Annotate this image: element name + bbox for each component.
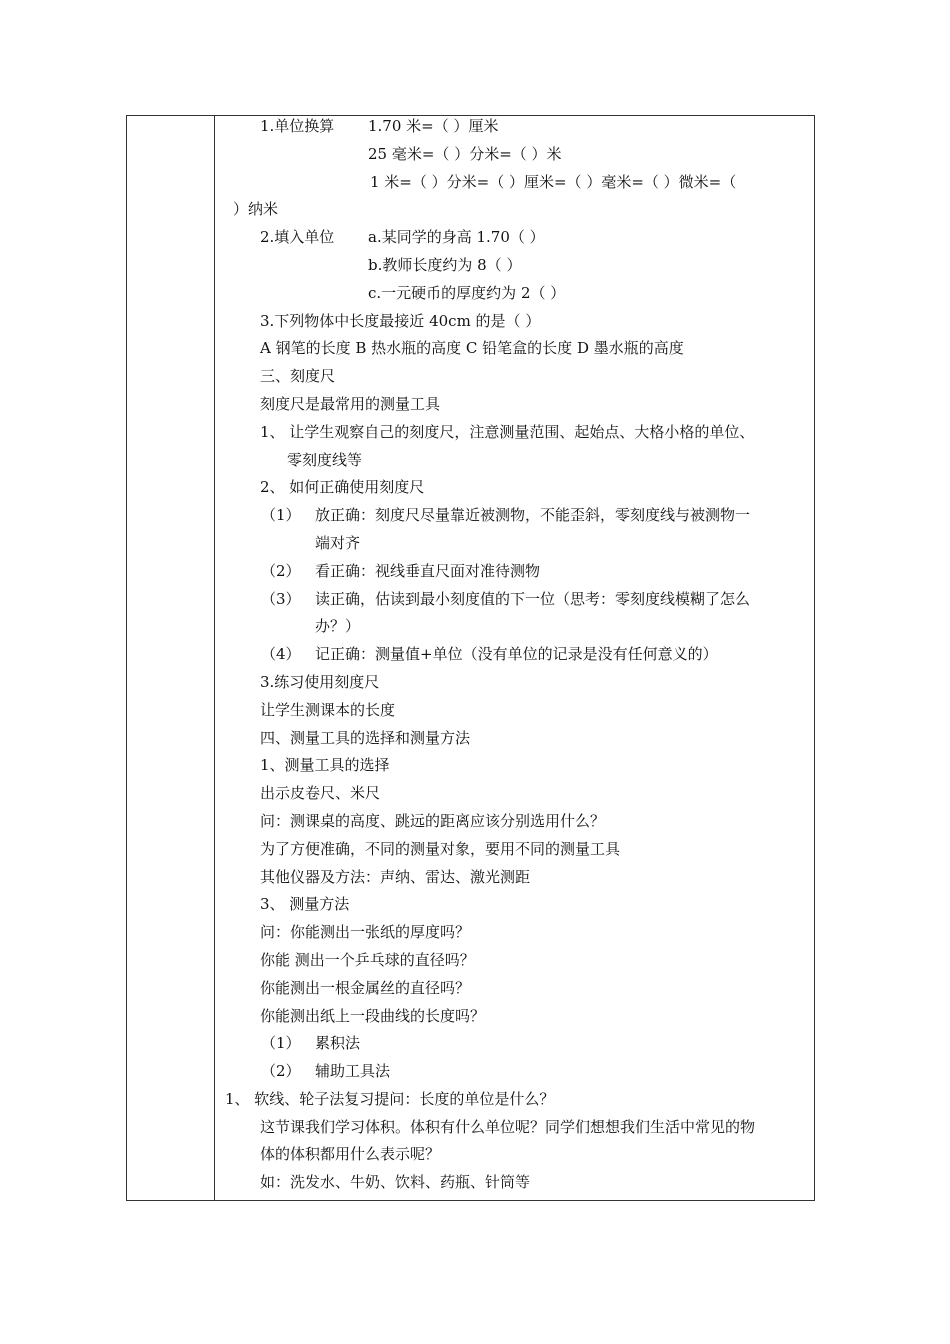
text-line: 出示皮卷尺、米尺 bbox=[260, 784, 381, 802]
text-line: 2、 如何正确使用刻度尺 bbox=[260, 478, 425, 496]
text-line: 辅助工具法 bbox=[315, 1062, 391, 1080]
text-line: 你能测出纸上一段曲线的长度吗？ bbox=[260, 1007, 486, 1025]
text-line: 体的体积都用什么表示呢？ bbox=[260, 1145, 441, 1163]
text-line: 端对齐 bbox=[315, 534, 361, 552]
text-line: 零刻度线等 bbox=[287, 451, 363, 469]
text-line: 1、 让学生观察自己的刻度尺，注意测量范围、起始点、大格小格的单位、 bbox=[260, 423, 755, 441]
text-line: 刻度尺是最常用的测量工具 bbox=[260, 395, 441, 413]
list-number: （1） bbox=[261, 506, 301, 524]
text-line: 记正确：测量值+单位（没有单位的记录是没有任何意义的） bbox=[315, 645, 718, 663]
list-number: （3） bbox=[261, 590, 301, 608]
text-line: 办？） bbox=[315, 617, 361, 635]
text-line: 3.下列物体中长度最接近 40cm 的是（ ） bbox=[260, 312, 541, 330]
text-line: 读正确，估读到最小刻度值的下一位（思考：零刻度线模糊了怎么 bbox=[315, 590, 751, 608]
lesson-table bbox=[126, 115, 815, 1201]
list-number: （1） bbox=[261, 1034, 301, 1052]
list-number: （2） bbox=[261, 562, 301, 580]
text-line: 1 米=（ ）分米=（ ）厘米=（ ）毫米=（ ）微米=（ bbox=[370, 173, 737, 191]
section-heading: 四、测量工具的选择和测量方法 bbox=[260, 729, 471, 747]
text-line: 3、 测量方法 bbox=[260, 895, 350, 913]
text-line: 看正确：视线垂直尺面对准待测物 bbox=[315, 562, 541, 580]
text-line: 累积法 bbox=[315, 1034, 361, 1052]
text-line: b.教师长度约为 8（ ） bbox=[368, 256, 522, 274]
text-line: 你能测出一根金属丝的直径吗？ bbox=[260, 979, 471, 997]
text-line: 其他仪器及方法：声纳、雷达、激光测距 bbox=[260, 868, 531, 886]
text-line: 这节课我们学习体积。体积有什么单位呢？同学们想想我们生活中常见的物 bbox=[260, 1118, 756, 1136]
text-line: 问：测课桌的高度、跳远的距离应该分别选用什么？ bbox=[260, 812, 606, 830]
list-number: （2） bbox=[261, 1062, 301, 1080]
text-line: 3.练习使用刻度尺 bbox=[260, 673, 380, 691]
content-cell bbox=[215, 116, 814, 1200]
text-line: 25 毫米=（ ）分米=（ ）米 bbox=[368, 145, 562, 163]
text-line: 1.70 米=（ ）厘米 bbox=[368, 117, 499, 135]
text-line: 如：洗发水、牛奶、饮料、药瓶、针筒等 bbox=[260, 1173, 531, 1191]
text-line: a.某同学的身高 1.70（ ） bbox=[368, 228, 545, 246]
text-line: 1.单位换算 bbox=[260, 117, 335, 135]
text-line: c.一元硬币的厚度约为 2（ ） bbox=[368, 284, 566, 302]
text-line: 让学生测课本的长度 bbox=[260, 701, 396, 719]
text-line: 问：你能测出一张纸的厚度吗？ bbox=[260, 923, 471, 941]
text-line: 1、测量工具的选择 bbox=[260, 756, 390, 774]
text-line: 为了方便准确，不同的测量对象，要用不同的测量工具 bbox=[260, 840, 621, 858]
text-line: 你能 测出一个乒乓球的直径吗？ bbox=[260, 951, 475, 969]
section-heading: 三、刻度尺 bbox=[260, 367, 336, 385]
text-line: 2.填入单位 bbox=[260, 228, 335, 246]
text-line: 1、 软线、轮子法复习提问：长度的单位是什么？ bbox=[225, 1090, 555, 1108]
text-line: 放正确：刻度尺尽量靠近被测物，不能歪斜，零刻度线与被测物一 bbox=[315, 506, 751, 524]
text-line: ）纳米 bbox=[233, 200, 279, 218]
list-number: （4） bbox=[261, 645, 301, 663]
text-line: A 钢笔的长度 B 热水瓶的高度 C 铅笔盒的长度 D 墨水瓶的高度 bbox=[260, 339, 684, 357]
